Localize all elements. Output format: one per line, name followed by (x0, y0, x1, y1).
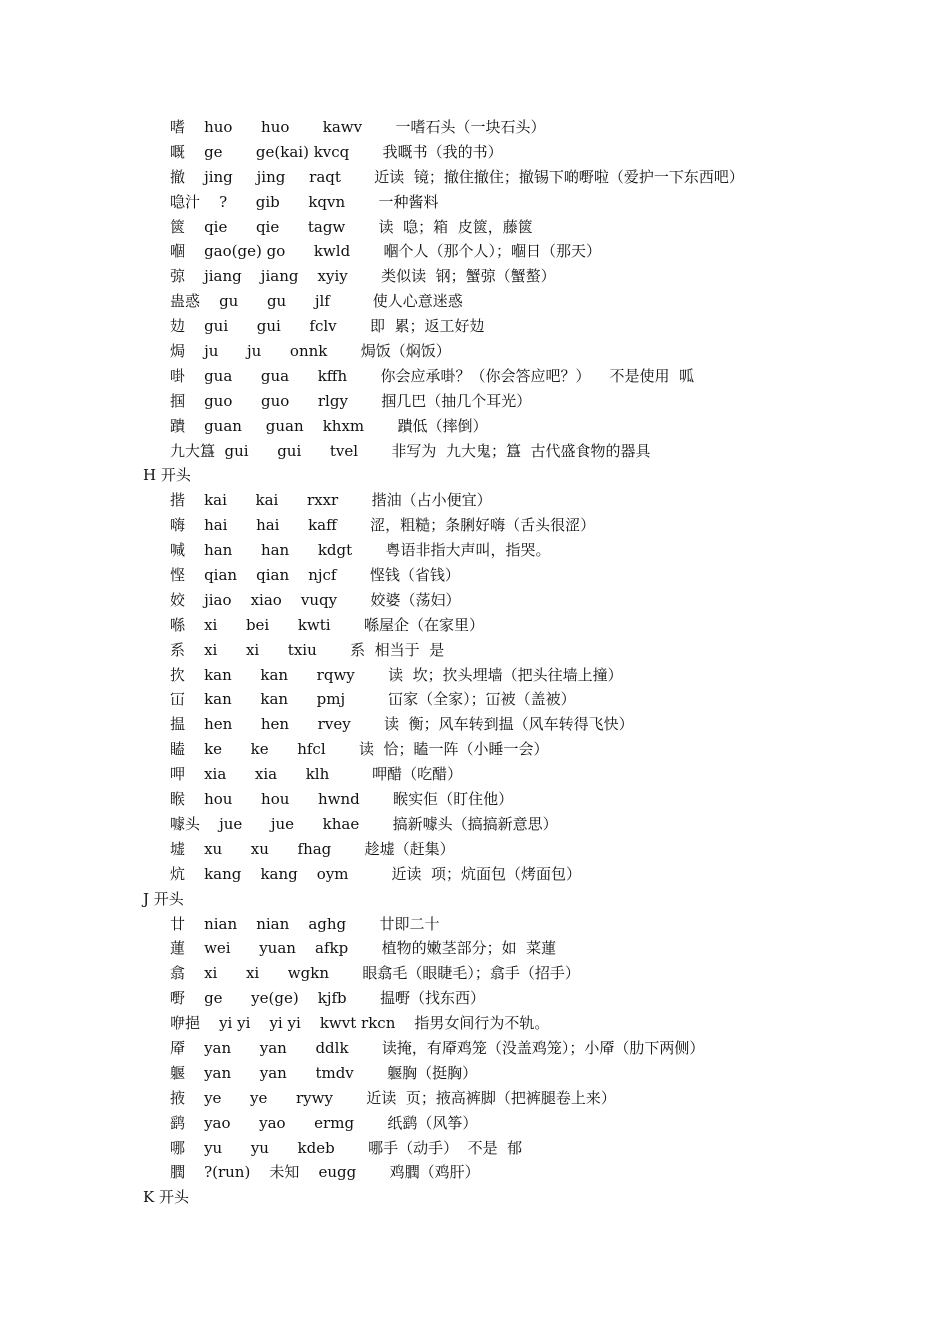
entry-line: 躽 yan yan tmdv 躽胸（挺胸） (170, 1063, 478, 1082)
entry-line: 呷 xia xia klh 呷醋（吃醋） (170, 765, 463, 784)
section-header-j: J 开头 (143, 889, 184, 908)
entry-line: 蹪 guan guan khxm 蹪低（摔倒） (170, 416, 488, 435)
entry-line: 攰 gui gui fclv 即 累；返工好攰 (170, 317, 485, 336)
document-body (0, 115, 950, 1210)
entry-line: 嗨 hai hai kaff 涩，粗糙；条脷好嗨（舌头很涩） (170, 516, 596, 535)
section-header-k: K 开头 (143, 1188, 189, 1207)
entry-line: 掴 guo guo rlgy 掴几巴（抽几个耳光） (170, 391, 532, 410)
entry-line: 鹞 yao yao ermg 纸鹞（风筝） (170, 1113, 478, 1132)
entry-line: 嘅 ge ge(kai) kvcq 我嘅书（我的书） (170, 142, 503, 161)
entry-line: 蛊惑 gu gu jlf 使人心意迷惑 (170, 292, 463, 311)
entry-line: 九大簋 gui gui tvel 非写为 九大鬼；簋 古代盛食物的器具 (170, 441, 651, 460)
entry-line: 喼汁 ? gib kqvn 一种酱料 (170, 192, 439, 211)
entry-line: 喊 han han kdgt 粤语非指大声叫，指哭。 (170, 541, 551, 560)
entry-line: 哪 yu yu kdeb 哪手（动手） 不是 郁 (170, 1138, 523, 1157)
entry-line: 嗜 huo huo kawv 一嗜石头（一块石头） (170, 118, 546, 136)
entry-line: 瞌 ke ke hfcl 读 恰；瞌一阵（小睡一会） (170, 740, 549, 759)
entry-line: 蓮 wei yuan afkp 植物的嫩茎部分；如 菜蓮 (170, 939, 557, 958)
entry-line: 翕 xi xi wgkn 眼翕毛（眼睫毛）；翕手（招手） (170, 964, 580, 983)
entry-line: 扻 kan kan rqwy 读 坎；扻头埋墙（把头往墙上撞） (170, 665, 623, 684)
entry-line: 厣 yan yan ddlk 读掩，有厣鸡笼（没盖鸡笼）；小厣（肋下两侧） (170, 1038, 705, 1057)
entry-line: 焗 ju ju onnk 焗饭（焖饭） (170, 342, 451, 361)
entry-line: 膶 ?(run) 未知 eugg 鸡膶（鸡肝） (170, 1163, 480, 1182)
entry-line: 啩 gua gua kffh 你会应承啩？（你会答应吧？） 不是使用 呱 (170, 366, 695, 385)
entry-line: 悭 qian qian njcf 悭钱（省钱） (170, 566, 460, 585)
entry-line: 睺 hou hou hwnd 睺实佢（盯住他） (170, 790, 514, 809)
entry-line: 炕 kang kang oym 近读 项；炕面包（烤面包） (170, 864, 581, 883)
entry-line: 篋 qie qie tagw 读 喼；箱 皮篋，藤篋 (170, 217, 533, 236)
entry-line: 咿挹 yi yi yi yi kwvt rkcn 指男女间行为不轨。 (170, 1014, 550, 1033)
entry-line: 揩 kai kai rxxr 揩油（占小便宜） (170, 491, 492, 510)
entry-line: 姣 jiao xiao vuqy 姣婆（荡妇） (170, 590, 461, 609)
entry-line: 系 xi xi txiu 系 相当于 是 (170, 640, 445, 659)
entry-line: 嘢 ge ye(ge) kjfb 揾嘢（找东西） (170, 989, 486, 1008)
section-header-h: H 开头 (143, 466, 191, 485)
entry-line: 冚 kan kan pmj 冚家（全家）；冚被（盖被） (170, 690, 576, 709)
entry-line: 揾 hen hen rvey 读 衡；风车转到揾（风车转得飞快） (170, 715, 634, 734)
entry-line: 墟 xu xu fhag 趁墟（赶集） (170, 839, 455, 858)
entry-line: 噱头 jue jue khae 搞新噱头（搞搞新意思） (170, 814, 558, 833)
entry-line: 掖 ye ye rywy 近读 页；掖高裤脚（把裤腿卷上来） (170, 1088, 616, 1107)
entry-line: 喺 xi bei kwti 喺屋企（在家里） (170, 615, 484, 634)
entry-line: 嗰 gao(ge) go kwld 嗰个人（那个人）；嗰日（那天） (170, 242, 602, 261)
entry-line: 撤 jing jing raqt 近读 镜；撤住撤住；撤锡下啲嘢啦（爱护一下东西吧） (170, 167, 744, 186)
entry-line: 弶 jiang jiang xyiy 类似读 钢；蟹弶（蟹螯） (170, 267, 556, 286)
entry-line: 廿 nian nian aghg 廿即二十 (170, 914, 440, 933)
